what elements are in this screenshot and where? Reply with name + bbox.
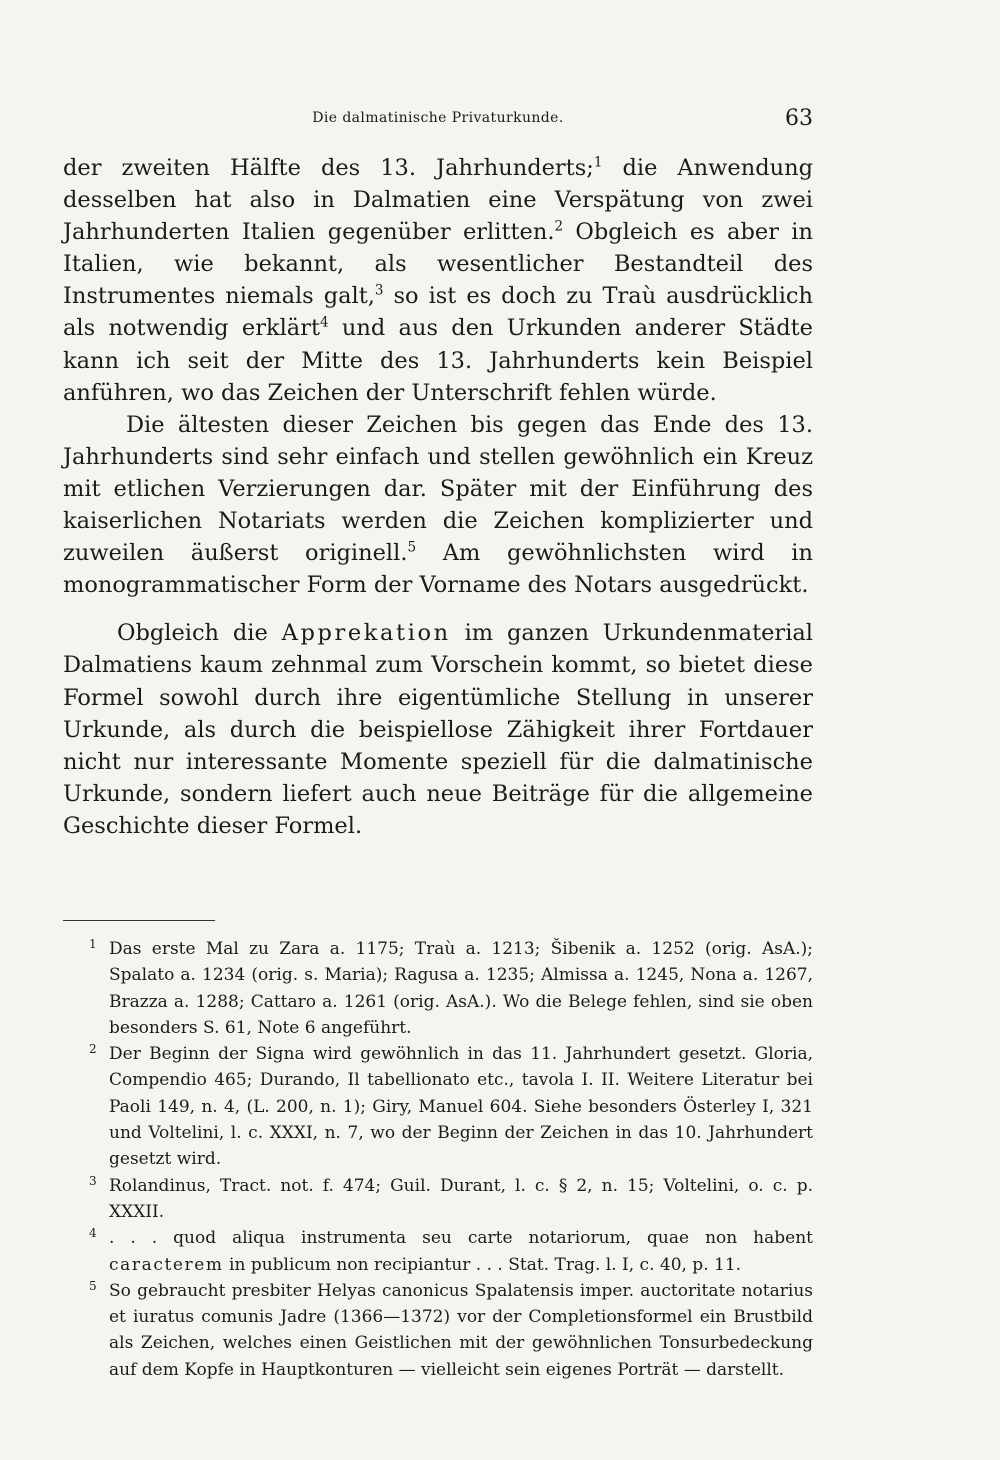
footnote-mark: 2 — [89, 1042, 97, 1057]
footnote-text: Rolandinus, Tract. not. f. 474; Guil. Durant, l. c. § 2, n. 15; Voltelini, o. c. p. XXXII. — [109, 1175, 813, 1222]
text-run: Obgleich es aber in Italien, wie bekannt, als wesentlicher Bestandteil des Instrumentes niemals galt, — [63, 219, 813, 310]
footnote-text: in publicum non recipiantur . . . Stat. Trag. l. I, c. 40, p. 11. — [223, 1254, 742, 1275]
footnote-mark: 4 — [89, 1226, 97, 1241]
footnote-text: . . . quod aliqua instrumenta seu carte notariorum, quae non habent — [109, 1228, 813, 1249]
emphasized-term: Apprekation — [281, 620, 451, 647]
footnote-separator — [63, 920, 215, 921]
paragraph-2 — [63, 409, 813, 602]
paragraph-3 — [63, 617, 813, 842]
text-run: Am gewöhnlichsten wird in monogrammatischer Form der Vorname des Notars ausgedrückt. — [63, 540, 813, 599]
running-title: Die dalmatinische Privaturkunde. — [312, 110, 564, 126]
text-run: der zweiten Hälfte des 13. Jahrhunderts; — [63, 155, 594, 181]
footnote-ref: 3 — [374, 282, 384, 299]
footnote-ref: 1 — [593, 154, 603, 171]
footnote-mark: 1 — [89, 937, 97, 951]
footnote-mark: 3 — [89, 1173, 97, 1188]
footnotes — [63, 936, 813, 1383]
text-run: im ganzen Urkundenmaterial Dalmatiens kaum zehnmal zum Vorschein kommt, so bietet diese Formel sowohl durch ihre eigentümliche Stellung in unserer Urkunde, als durch die beispiellose Zähigkeit ihrer Fortdauer nicht nur interessante Momente speziell für die dalmatinische Urkunde, sondern liefert auch neue Beiträge für die allgemeine Geschichte dieser Formel. — [63, 620, 813, 839]
paragraph-1 — [63, 152, 813, 409]
footnote-4 — [63, 1225, 813, 1278]
footnote-ref: 2 — [554, 218, 564, 235]
text-run: und aus den Urkunden anderer Städte kann ich seit der Mitte des 13. Jahrhunderts kein Beispiel anführen, wo das Zeichen der Unterschrift fehlen würde. — [63, 315, 813, 406]
main-text — [63, 152, 813, 842]
footnote-text: So gebraucht presbiter Helyas canonicus Spalatensis imper. auctoritate notarius et iuratus comunis Jadre (1366—1372) vor der Completionsformel ein Brustbild als Zeichen, welches einen Geistlichen mit der gewöhnlichen Tonsurbedeckung auf dem Kopfe in Hauptkonturen — vielleicht sein eigenes Porträt — darstellt. — [109, 1280, 813, 1380]
text-run: die Anwendung desselben hat also in Dalmatien eine Verspätung von zwei Jahrhunderten Italien gegenüber erlitten. — [63, 155, 813, 246]
footnote-ref: 5 — [407, 539, 417, 556]
page-number: 63 — [785, 106, 813, 131]
text-run: Obgleich die — [117, 620, 282, 647]
footnote-mark: 5 — [89, 1278, 97, 1293]
emphasized-term: caracterem — [109, 1254, 224, 1275]
footnote-ref: 4 — [320, 314, 329, 331]
footnote-text: Das erste Mal zu Zara a. 1175; Traù a. 1213; Šibenik a. 1252 (orig. AsA.); Spalato a. 1234 (orig. s. Maria); Ragusa a. 1235; Almissa a. 1245, Nona a. 1267, Brazza a. 1288; Cattaro a. 1261 (orig. AsA.). Wo die Belege fehlen, sind sie oben besonders S. 61, Note 6 angeführt. — [109, 939, 813, 1038]
footnote-text: Der Beginn der Signa wird gewöhnlich in das 11. Jahrhundert gesetzt. Gloria, Compendio 465; Durando, Il tabellionato etc., tavola I. II. Weitere Literatur bei Paoli 149, n. 4, (L. 200, n. 1); Giry, Manuel 604. Siehe besonders Österley I, 321 und Voltelini, l. c. XXXI, n. 7, wo der Beginn der Zeichen in das 10. Jahrhundert gesetzt wird. — [109, 1044, 813, 1170]
text-run: so ist es doch zu Traù ausdrücklich als notwendig erklärt — [63, 283, 813, 342]
text-run: Die ältesten dieser Zeichen bis gegen das Ende des 13. Jahrhunderts sind sehr einfach und stellen gewöhnlich ein Kreuz mit etlichen Verzierungen dar. Später mit der Einführung des kaiserlichen Notariats werden die Zeichen komplizierter und zuweilen äußerst originell. — [63, 411, 813, 567]
footnote-3 — [63, 1173, 813, 1226]
footnote-5 — [63, 1278, 813, 1383]
footnote-1 — [63, 936, 813, 1041]
footnote-2 — [63, 1041, 813, 1172]
running-head — [63, 106, 813, 132]
